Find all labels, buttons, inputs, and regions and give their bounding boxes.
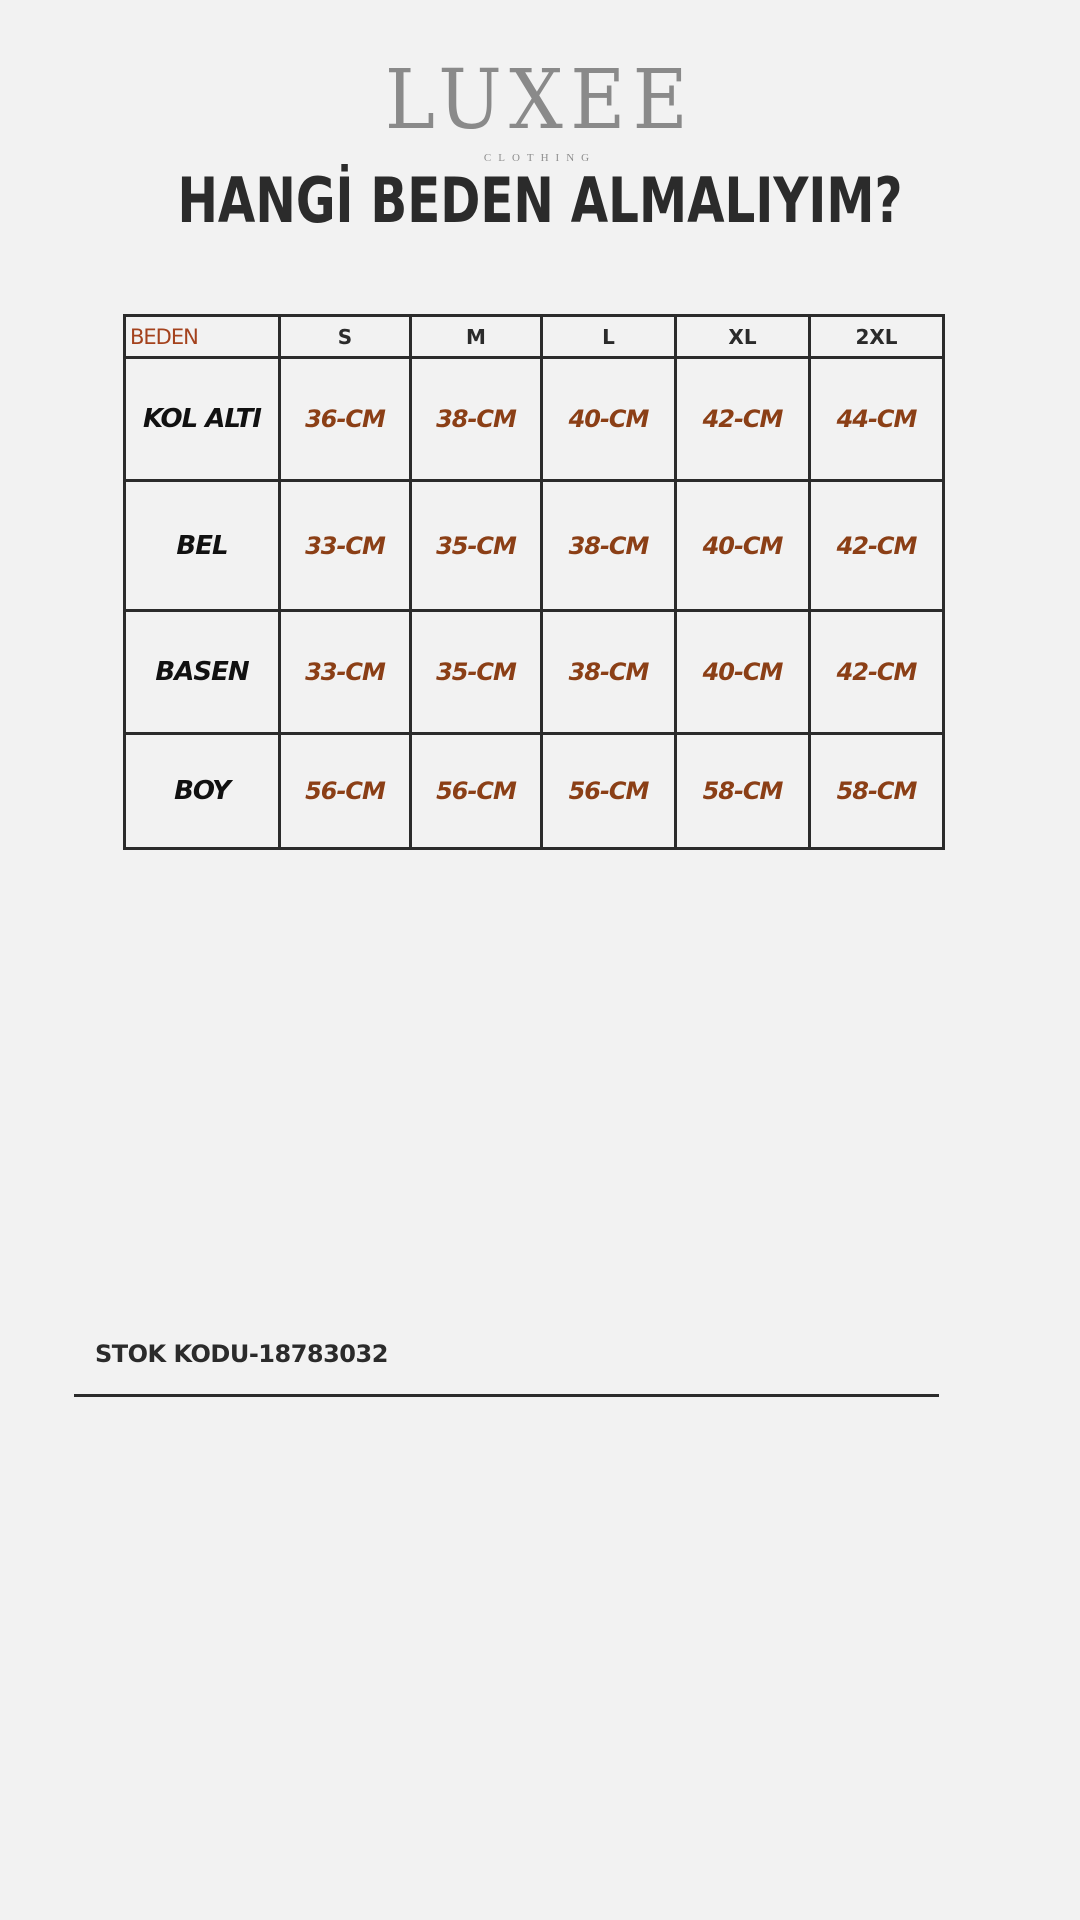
measurement-cell: 40-CM [676,611,810,734]
logo-wordmark: LUXEE [384,53,696,148]
measurement-cell: 38-CM [542,481,676,611]
logo-subtitle: CLOTHING [483,152,597,164]
size-header: S [280,316,411,358]
row-label: BASEN [125,611,280,734]
stock-code-divider [74,1394,939,1397]
measurement-cell: 33-CM [280,611,411,734]
stock-code: STOK KODU-18783032 [95,1340,388,1368]
measurement-cell: 35-CM [411,611,542,734]
measurement-cell: 33-CM [280,481,411,611]
page-title: HANGİ BEDEN ALMALIYIM? [177,164,903,237]
brand-logo [0,53,1080,164]
corner-label: BEDEN [125,316,280,358]
row-label: BOY [125,734,280,849]
measurement-cell: 38-CM [411,358,542,481]
size-header: L [542,316,676,358]
row-label: KOL ALTI [125,358,280,481]
table-header-row [125,316,944,358]
measurement-cell: 40-CM [676,481,810,611]
measurement-cell: 44-CM [810,358,944,481]
table-row [125,481,944,611]
size-header: 2XL [810,316,944,358]
size-header: M [411,316,542,358]
table-row [125,358,944,481]
measurement-cell: 42-CM [810,481,944,611]
table-row [125,734,944,849]
table-row [125,611,944,734]
measurement-cell: 42-CM [810,611,944,734]
measurement-cell: 58-CM [810,734,944,849]
size-header: XL [676,316,810,358]
size-chart-table [123,314,945,850]
row-label: BEL [125,481,280,611]
measurement-cell: 56-CM [411,734,542,849]
measurement-cell: 38-CM [542,611,676,734]
measurement-cell: 56-CM [542,734,676,849]
measurement-cell: 40-CM [542,358,676,481]
measurement-cell: 56-CM [280,734,411,849]
measurement-cell: 42-CM [676,358,810,481]
measurement-cell: 36-CM [280,358,411,481]
measurement-cell: 58-CM [676,734,810,849]
measurement-cell: 35-CM [411,481,542,611]
